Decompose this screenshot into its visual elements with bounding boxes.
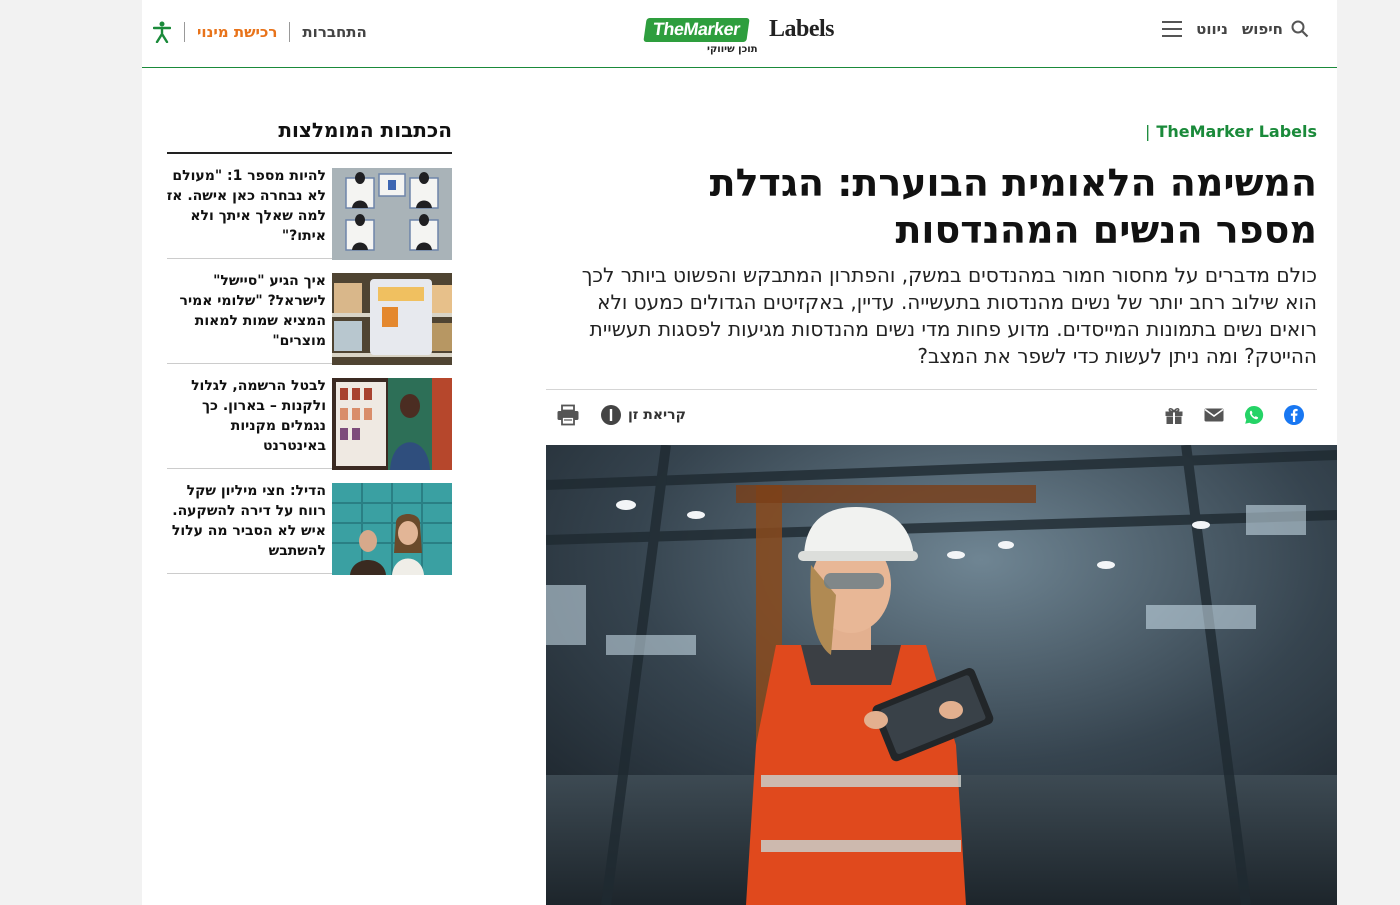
search-button[interactable] (1242, 20, 1309, 38)
recommended-thumbnail (332, 168, 452, 260)
page (142, 0, 1337, 905)
zen-icon (600, 404, 622, 426)
facebook-icon[interactable] (1283, 404, 1305, 426)
kicker-label: TheMarker Labels (1156, 122, 1317, 141)
search-icon (1291, 20, 1309, 38)
site-logo[interactable] (645, 14, 835, 60)
sidebar-title: הכתבות המומלצות (167, 118, 452, 154)
header-right (1162, 20, 1327, 38)
nav-label[interactable]: ניווט (1196, 20, 1228, 38)
site-header (142, 0, 1337, 68)
subscribe-link[interactable]: רכישת מינוי (197, 23, 278, 41)
recommended-title: להיות מספר 1: "מעולם לא נבחרה כאן אישה. אז למה שאלך איתך ולא איתו?" (166, 168, 326, 244)
logo-brand: TheMarker (643, 18, 749, 42)
recommended-item[interactable] (167, 154, 452, 259)
logo-subtitle: תוכן שיווקי (707, 44, 758, 55)
recommended-item[interactable] (167, 259, 452, 364)
article-toolbar (546, 400, 1317, 434)
header-left (152, 20, 367, 44)
article-lead: כולם מדברים על מחסור חמור במהנדסים במשק, והפתרון המתבקש והפשוט ביותר לכך הוא שילוב רחב יותר של נשים מהנדסות בתעשייה. עדיין, באקזיטים הגדולים כמעט ולא רואים נשים בתמונות המייסדים. מדוע פחות מדי נשים מהנדסות מגיעות לפסגות תעשיית ההייטק? ומה ניתן לעשות כדי לשפר את המצב? (581, 263, 1317, 368)
share-bar (1163, 404, 1305, 426)
hamburger-menu-icon[interactable] (1162, 21, 1182, 37)
utility-bar (556, 404, 686, 426)
kicker-bar: | (1145, 122, 1151, 141)
recommended-sidebar (167, 118, 452, 574)
recommended-thumbnail (332, 378, 452, 470)
article-headline: המשימה הלאומית הבוערת: הגדלת מספר הנשים המהנדסות (709, 161, 1317, 252)
separator (184, 22, 185, 42)
recommended-thumbnail (332, 483, 452, 575)
hero-image (546, 445, 1337, 905)
recommended-title: איך הגיע "סיישל" לישראל? "שלומי אמיר המציא שמות למאות מוצרים" (179, 273, 326, 349)
gift-icon[interactable] (1163, 404, 1185, 426)
zen-reading-button[interactable] (600, 404, 686, 426)
recommended-title: לבטל הרשמה, לגלול ולקנות – בארון. כך נגמלים מקניות באינטרנט (191, 378, 326, 454)
accessibility-icon[interactable] (152, 20, 172, 44)
divider (546, 389, 1317, 390)
recommended-title: הדיל: חצי מיליון שקל רווח על דירה להשקעה. איש לא הסביר מה עלול להשתבש (171, 483, 326, 559)
recommended-thumbnail (332, 273, 452, 365)
login-link[interactable]: התחברות (302, 23, 367, 41)
article-kicker[interactable] (1145, 122, 1317, 141)
logo-labels: Labels (769, 16, 835, 42)
whatsapp-icon[interactable] (1243, 404, 1265, 426)
separator (289, 22, 290, 42)
zen-label: קריאת זן (628, 407, 686, 423)
recommended-item[interactable] (167, 364, 452, 469)
print-icon[interactable] (556, 404, 580, 426)
recommended-item[interactable] (167, 469, 452, 574)
mail-icon[interactable] (1203, 404, 1225, 426)
search-label: חיפוש (1241, 20, 1283, 38)
